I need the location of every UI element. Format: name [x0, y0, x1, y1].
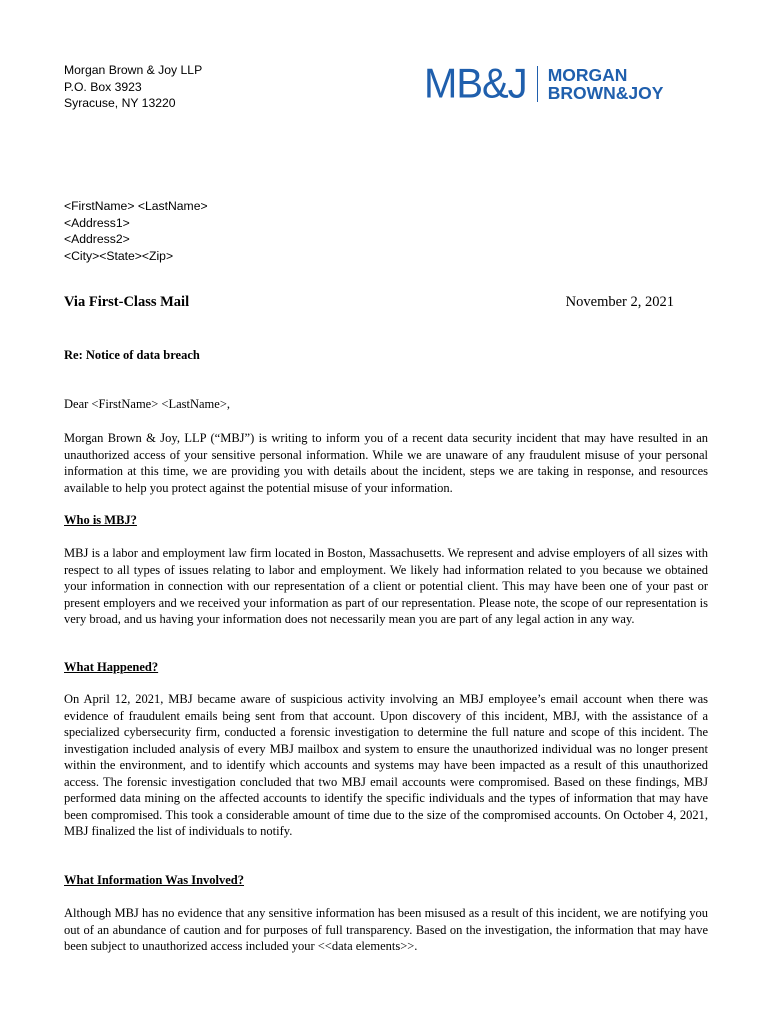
recipient-address	[64, 198, 208, 264]
section-body-what-happened: On April 12, 2021, MBJ became aware of suspicious activity involving an MBJ employee’s email account when there was evidence of fraudulent emails being sent from that account. Upon discovery of this incident, MBJ, with the assistance of a specialized cybersecurity firm, conducted a forensic investigation to determine the full nature and scope of this incident. The investigation included analysis of every MBJ mailbox and system to ensure the unauthorized individual was no longer present within the environment, and to identify which accounts and systems may have been impacted as a result of this unauthorized access. The forensic investigation concluded that two MBJ email accounts were compromised. Based on these findings, MBJ performed data mining on the affected accounts to identify the specific individuals and the types of information that may have been compromised. This took a considerable amount of time due to the size of the compromised accounts. On October 4, 2021, MBJ finalized the list of individuals to notify.	[64, 692, 708, 838]
section-body-information: Although MBJ has no evidence that any sensitive information has been misused as a result of this incident, we are notifying you out of an abundance of caution and for purposes of full transparency. Based on the investigation, the information that may have been subject to unauthorized access included your <<data elements>>.	[64, 906, 708, 953]
intro-paragraph: Morgan Brown & Joy, LLP (“MBJ”) is writing to inform you of a recent data security incident that may have resulted in an unauthorized access of your sensitive personal information. While we are unaware of any fraudulent misuse of your personal information at this time, we are providing you with details about the incident, steps we are taking in response, and resources available to help you protect against the potential misuse of your information.	[64, 431, 708, 495]
firm-logo	[424, 60, 664, 108]
recipient-city-state-zip: <City><State><Zip>	[64, 248, 174, 263]
salutation: Dear <FirstName> <LastName>,	[64, 397, 230, 411]
sender-po-box: P.O. Box 3923	[64, 79, 142, 94]
delivery-method: Via First-Class Mail	[64, 294, 190, 310]
logo-word-morgan: MORGAN	[547, 65, 628, 85]
section-heading-who: Who is MBJ?	[64, 513, 137, 527]
subject-line: Re: Notice of data breach	[64, 348, 200, 362]
section-heading-information: What Information Was Involved?	[64, 873, 245, 887]
logo-mark: MB&J	[424, 60, 527, 108]
section-body-who: MBJ is a labor and employment law firm located in Boston, Massachusetts. We represent and advise employers of all sizes with respect to all types of issues relating to labor and employment. We likely had information related to you because we obtained your information in connection with our representation of a client or potential client. This may have been one of your past or present employers and we received your information as part of our representation. Please note, the scope of our representation is very broad, and us having your information does not necessarily mean you are part of any legal action in any way.	[64, 546, 708, 626]
recipient-address2: <Address2>	[64, 232, 130, 246]
section-heading-what-happened: What Happened?	[64, 660, 159, 674]
sender-name: Morgan Brown & Joy LLP	[64, 63, 203, 77]
sender-city: Syracuse, NY 13220	[64, 96, 176, 110]
logo-word-brown-joy: BROWN&JOY	[547, 83, 664, 103]
recipient-name: <FirstName> <LastName>	[64, 199, 208, 213]
logo-divider	[537, 66, 538, 102]
sender-address	[64, 62, 202, 112]
letter-date: November 2, 2021	[565, 294, 674, 310]
logo-wordmark	[548, 66, 664, 102]
recipient-address1: <Address1>	[64, 215, 130, 230]
